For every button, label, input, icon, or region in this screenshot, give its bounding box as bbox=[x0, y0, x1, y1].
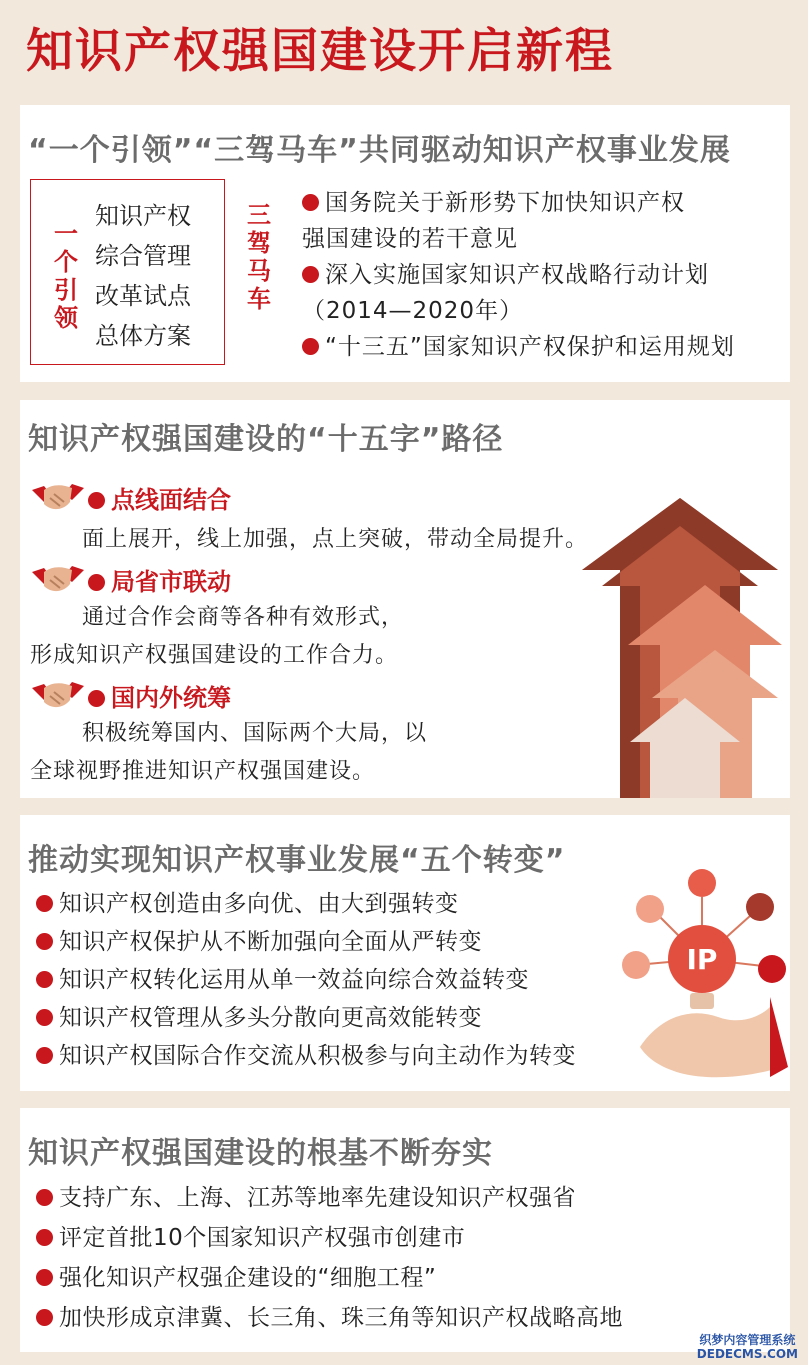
carts-label-char: 马 bbox=[247, 257, 271, 285]
watermark-line: DEDECMS.COM bbox=[696, 1347, 798, 1361]
lead-label-char: 一 bbox=[54, 220, 78, 248]
ip-label: IP bbox=[686, 943, 718, 976]
ip-lightbulb-icon bbox=[620, 867, 788, 1089]
section-two-title: 知识产权强国建设的“十五字”路径 bbox=[28, 422, 504, 457]
route-desc: 全球视野推进知识产权强国建设。 bbox=[30, 759, 376, 784]
list-item-text: “十三五”国家知识产权保护和运用规划 bbox=[325, 334, 735, 360]
section-one-title: “一个引领”“三驾马车”共同驱动知识产权事业发展 bbox=[28, 133, 731, 168]
bullet-icon bbox=[36, 933, 53, 950]
route-title-text: 点线面结合 bbox=[111, 486, 231, 514]
lead-line: 综合管理 bbox=[95, 242, 191, 270]
bullet-icon bbox=[36, 1269, 53, 1286]
route-desc: 积极统筹国内、国际两个大局，以 bbox=[82, 721, 428, 746]
handshake-icon bbox=[30, 478, 86, 518]
route-title-text: 局省市联动 bbox=[111, 568, 231, 596]
list-item-text: 评定首批10个国家知识产权强市创建市 bbox=[59, 1225, 466, 1251]
carts-list bbox=[302, 185, 782, 365]
list-item bbox=[36, 961, 576, 999]
section-four-foundation bbox=[20, 1108, 790, 1352]
bullet-icon bbox=[36, 1189, 53, 1206]
list-item-text: （2014—2020年） bbox=[302, 298, 524, 324]
list-item-text: 强国建设的若干意见 bbox=[302, 226, 518, 252]
carts-label bbox=[244, 201, 274, 313]
list-item-text: 深入实施国家知识产权战略行动计划 bbox=[325, 262, 709, 288]
bullet-icon bbox=[36, 1047, 53, 1064]
bullet-icon bbox=[302, 338, 319, 355]
list-item bbox=[36, 1037, 576, 1075]
list-item bbox=[36, 885, 576, 923]
page-title: 知识产权强国建设开启新程 bbox=[26, 24, 614, 79]
route-title bbox=[88, 678, 231, 713]
handshake-icon bbox=[30, 560, 86, 600]
route-desc: 形成知识产权强国建设的工作合力。 bbox=[30, 643, 399, 668]
bullet-icon bbox=[88, 690, 105, 707]
list-item-text: 知识产权创造由多向优、由大到强转变 bbox=[59, 891, 459, 917]
bullet-icon bbox=[36, 895, 53, 912]
bullet-icon bbox=[88, 574, 105, 591]
handshake-icon bbox=[30, 676, 86, 716]
list-item bbox=[36, 923, 576, 961]
route-title bbox=[88, 480, 231, 515]
carts-label-char: 车 bbox=[247, 285, 271, 313]
lead-label-char: 个 bbox=[54, 248, 78, 276]
section-two-path bbox=[20, 400, 790, 798]
watermark bbox=[697, 1333, 798, 1361]
section-one-lead-and-carts bbox=[20, 105, 790, 382]
lead-plan-name bbox=[95, 196, 191, 356]
bullet-icon bbox=[36, 1309, 53, 1326]
lead-label-char: 引 bbox=[54, 276, 78, 304]
list-item bbox=[36, 1218, 623, 1258]
carts-label-char: 三 bbox=[247, 201, 271, 229]
list-item bbox=[302, 185, 782, 221]
foundation-list bbox=[36, 1178, 623, 1338]
list-item bbox=[36, 999, 576, 1037]
section-three-title: 推动实现知识产权事业发展“五个转变” bbox=[28, 843, 566, 878]
lead-box bbox=[30, 179, 225, 365]
section-four-title: 知识产权强国建设的根基不断夯实 bbox=[28, 1136, 493, 1171]
bullet-icon bbox=[302, 266, 319, 283]
watermark-line: 织梦内容管理系统 bbox=[699, 1333, 796, 1347]
lead-label bbox=[51, 220, 81, 332]
list-item bbox=[36, 1178, 623, 1218]
carts-label-char: 驾 bbox=[247, 229, 271, 257]
list-item bbox=[302, 329, 782, 365]
transformations-list bbox=[36, 885, 576, 1075]
route-desc: 通过合作会商等各种有效形式， bbox=[82, 605, 405, 630]
bullet-icon bbox=[88, 492, 105, 509]
list-item bbox=[302, 293, 782, 329]
list-item-text: 知识产权管理从多头分散向更高效能转变 bbox=[59, 1005, 482, 1031]
list-item-text: 知识产权保护从不断加强向全面从严转变 bbox=[59, 929, 482, 955]
list-item bbox=[36, 1298, 623, 1338]
route-title-text: 国内外统筹 bbox=[111, 684, 231, 712]
list-item-text: 国务院关于新形势下加快知识产权 bbox=[325, 190, 685, 216]
lead-line: 总体方案 bbox=[95, 322, 191, 350]
section-three-transformations bbox=[20, 815, 790, 1091]
bullet-icon bbox=[36, 1009, 53, 1026]
bullet-icon bbox=[302, 194, 319, 211]
rising-arrows-icon bbox=[570, 490, 790, 798]
list-item bbox=[36, 1258, 623, 1298]
route-desc: 面上展开，线上加强，点上突破，带动全局提升。 bbox=[82, 527, 589, 552]
list-item-text: 知识产权国际合作交流从积极参与向主动作为转变 bbox=[59, 1043, 576, 1069]
list-item-text: 支持广东、上海、江苏等地率先建设知识产权强省 bbox=[59, 1185, 576, 1211]
bullet-icon bbox=[36, 971, 53, 988]
list-item-text: 加快形成京津冀、长三角、珠三角等知识产权战略高地 bbox=[59, 1305, 623, 1331]
list-item-text: 强化知识产权强企建设的“细胞工程” bbox=[59, 1265, 437, 1291]
lead-line: 知识产权 bbox=[95, 202, 191, 230]
list-item bbox=[302, 257, 782, 293]
lead-line: 改革试点 bbox=[95, 282, 191, 310]
list-item bbox=[302, 221, 782, 257]
lead-label-char: 领 bbox=[54, 304, 78, 332]
bullet-icon bbox=[36, 1229, 53, 1246]
list-item-text: 知识产权转化运用从单一效益向综合效益转变 bbox=[59, 967, 529, 993]
route-title bbox=[88, 562, 231, 597]
